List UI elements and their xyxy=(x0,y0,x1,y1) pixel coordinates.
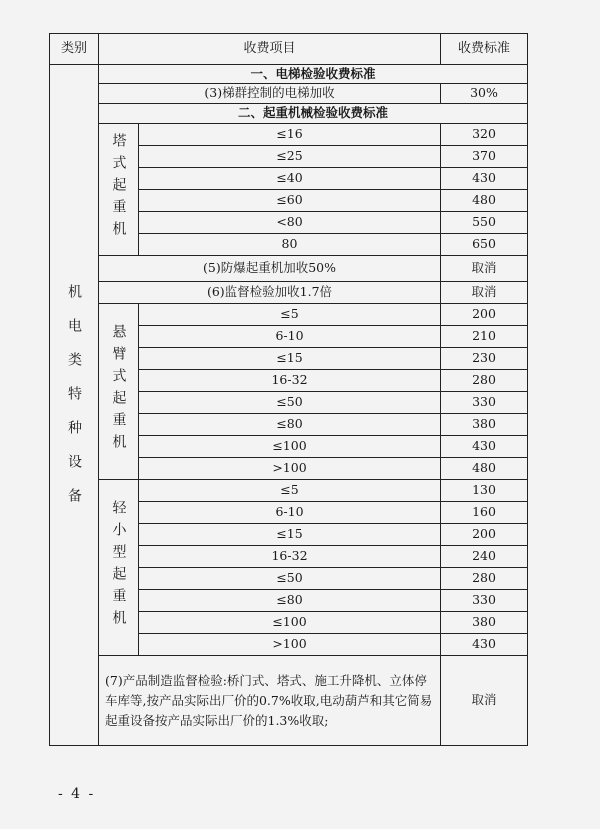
spec-cell: ≤5 xyxy=(139,480,441,502)
spec-cell: 6-10 xyxy=(139,502,441,524)
spec-cell: ≤40 xyxy=(139,168,441,190)
fee-cell: 200 xyxy=(441,524,528,546)
category-cell xyxy=(50,65,99,746)
header-item: 收费项目 xyxy=(99,34,441,65)
fee-cell: 480 xyxy=(441,190,528,212)
spec-cell: ≤16 xyxy=(139,124,441,146)
spec-cell: ≤25 xyxy=(139,146,441,168)
fee-cell: 230 xyxy=(441,348,528,370)
fee-cell: 280 xyxy=(441,568,528,590)
note-text: (7)产品制造监督检验:桥门式、塔式、施工升降机、立体停车库等,按产品实际出厂价的0.7%收取,电动葫芦和其它简易起重设备按产品实际出厂价的1.3%收取; xyxy=(99,656,441,746)
spec-cell: ≤80 xyxy=(139,590,441,612)
supervision-label: (6)监督检验加收1.7倍 xyxy=(99,282,441,304)
fee-cell: 330 xyxy=(441,590,528,612)
fee-cell: 330 xyxy=(441,392,528,414)
section2-row xyxy=(50,104,528,124)
jib-label: 悬臂式起重机 xyxy=(110,323,127,456)
fee-cell: 380 xyxy=(441,612,528,634)
spec-cell: 6-10 xyxy=(139,326,441,348)
spec-cell: ≤5 xyxy=(139,304,441,326)
spec-cell: >100 xyxy=(139,458,441,480)
fee-cell: 550 xyxy=(441,212,528,234)
spec-cell: ≤60 xyxy=(139,190,441,212)
spec-cell: ≤15 xyxy=(139,524,441,546)
spec-cell: ≤80 xyxy=(139,414,441,436)
spec-cell: ≤50 xyxy=(139,568,441,590)
spec-cell: <80 xyxy=(139,212,441,234)
jib-label-cell xyxy=(99,304,139,480)
fee-cell: 380 xyxy=(441,414,528,436)
spec-cell: ≤100 xyxy=(139,436,441,458)
header-standard: 收费标准 xyxy=(441,34,528,65)
section1-row xyxy=(50,65,528,84)
fee-cell: 160 xyxy=(441,502,528,524)
fee-table xyxy=(49,33,528,746)
page-number: - 4 - xyxy=(58,786,96,802)
table-row xyxy=(50,124,528,146)
fee-cell: 130 xyxy=(441,480,528,502)
note-value: 取消 xyxy=(441,656,528,746)
light-label: 轻小型起重机 xyxy=(110,499,127,632)
spec-cell: 16-32 xyxy=(139,370,441,392)
spec-cell: ≤50 xyxy=(139,392,441,414)
light-label-cell xyxy=(99,480,139,656)
elevator-group-row xyxy=(50,84,528,104)
explosion-row xyxy=(50,256,528,282)
section2-title: 二、起重机械检验收费标准 xyxy=(99,104,528,124)
fee-cell: 430 xyxy=(441,436,528,458)
elevator-group-label: (3)梯群控制的电梯加收 xyxy=(99,84,441,104)
header-row xyxy=(50,34,528,65)
tower-label-cell xyxy=(99,124,139,256)
fee-cell: 280 xyxy=(441,370,528,392)
fee-cell: 320 xyxy=(441,124,528,146)
elevator-group-value: 30% xyxy=(441,84,528,104)
table-row xyxy=(50,304,528,326)
fee-cell: 200 xyxy=(441,304,528,326)
fee-cell: 430 xyxy=(441,168,528,190)
fee-cell: 370 xyxy=(441,146,528,168)
section1-title: 一、电梯检验收费标准 xyxy=(99,65,528,84)
fee-cell: 650 xyxy=(441,234,528,256)
explosion-value: 取消 xyxy=(441,256,528,282)
explosion-label: (5)防爆起重机加收50% xyxy=(99,256,441,282)
supervision-row xyxy=(50,282,528,304)
fee-cell: 430 xyxy=(441,634,528,656)
spec-cell: 80 xyxy=(139,234,441,256)
fee-cell: 210 xyxy=(441,326,528,348)
spec-cell: ≤15 xyxy=(139,348,441,370)
spec-cell: 16-32 xyxy=(139,546,441,568)
fee-cell: 480 xyxy=(441,458,528,480)
spec-cell: ≤100 xyxy=(139,612,441,634)
tower-label: 塔式起重机 xyxy=(110,132,127,243)
note-row xyxy=(50,656,528,746)
fee-cell: 240 xyxy=(441,546,528,568)
table-row xyxy=(50,480,528,502)
category-label: 机电类特种设备 xyxy=(66,284,83,523)
supervision-value: 取消 xyxy=(441,282,528,304)
spec-cell: >100 xyxy=(139,634,441,656)
header-category: 类别 xyxy=(50,34,99,65)
